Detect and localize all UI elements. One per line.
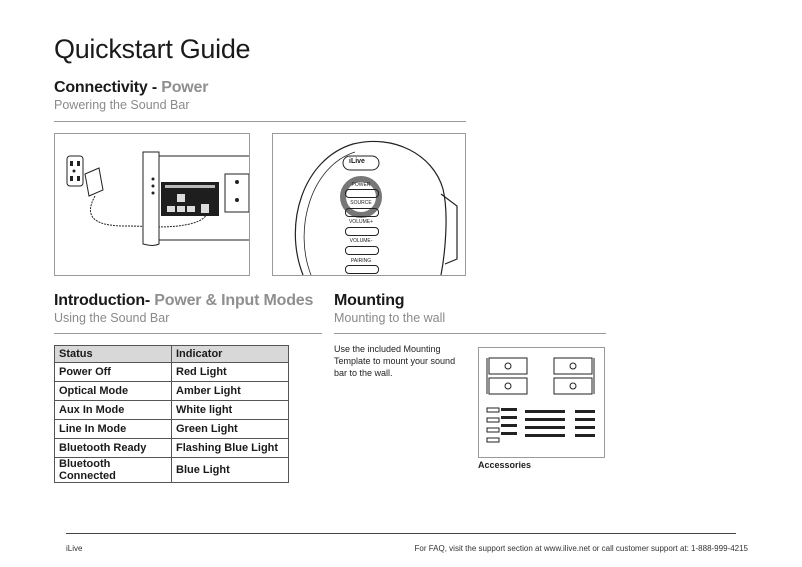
table-cell-indicator: Amber Light [172, 382, 289, 401]
remote-volume-down-label: VOLUME- [349, 238, 373, 244]
table-cell-status: Bluetooth Connected [55, 458, 172, 483]
table-cell-indicator: Red Light [172, 363, 289, 382]
volume-up-button [345, 227, 379, 236]
table-cell-indicator: Flashing Blue Light [172, 439, 289, 458]
table-row [55, 420, 289, 439]
introduction-heading-accent: Power & Input Modes [154, 292, 314, 309]
footer-brand: iLive [66, 544, 83, 553]
table-row [55, 363, 289, 382]
table-cell-indicator: Blue Light [172, 458, 289, 483]
table-cell-status: Power Off [55, 363, 172, 382]
accessories-drawing [479, 348, 604, 457]
remote-pairing-label: PAIRING [350, 258, 372, 264]
control-panel-illustration [272, 133, 466, 276]
table-cell-indicator: White light [172, 401, 289, 420]
source-button [345, 208, 379, 217]
introduction-heading-main: Introduction- [54, 292, 155, 309]
mounting-divider [334, 333, 606, 334]
remote-logo: iLive [349, 158, 365, 165]
power-connection-illustration [54, 133, 250, 276]
footer-support: For FAQ, visit the support section at www.ilive.net or call customer support at: 1-888-999-4215 [414, 544, 748, 553]
mounting-heading: Mounting [334, 292, 405, 309]
accessories-illustration [478, 347, 605, 458]
pairing-button [345, 265, 379, 274]
remote-power-label: POWER [351, 182, 371, 188]
table-header-status: Status [55, 346, 172, 363]
connectivity-subtitle: Powering the Sound Bar [54, 98, 190, 112]
table-cell-status: Line In Mode [55, 420, 172, 439]
introduction-divider [54, 333, 322, 334]
table-header-indicator: Indicator [172, 346, 289, 363]
table-header-row [55, 346, 289, 363]
volume-down-button [345, 246, 379, 255]
table-cell-status: Optical Mode [55, 382, 172, 401]
table-row [55, 382, 289, 401]
table-cell-status: Aux In Mode [55, 401, 172, 420]
table-row [55, 458, 289, 483]
table-cell-indicator: Green Light [172, 420, 289, 439]
mounting-instructions: Use the included Mounting Template to mount your sound bar to the wall. [334, 344, 456, 378]
page-title: Quickstart Guide [54, 34, 251, 64]
power-connection-drawing [55, 134, 249, 275]
sound-bar-end-icon [143, 152, 159, 246]
table-cell-status: Bluetooth Ready [55, 439, 172, 458]
table-row [55, 401, 289, 420]
power-button [345, 189, 379, 198]
remote-source-label: SOURCE [350, 200, 372, 206]
connectivity-heading-accent: Power [161, 79, 209, 96]
connectivity-heading-main: Connectivity - [54, 79, 162, 96]
status-indicator-table [54, 345, 289, 483]
introduction-heading [54, 292, 313, 310]
power-adapter-icon [85, 168, 103, 196]
introduction-subtitle: Using the Sound Bar [54, 311, 170, 325]
connectivity-heading [54, 79, 208, 97]
accessories-caption: Accessories [478, 460, 532, 470]
remote-volume-up-label: VOLUME+ [348, 219, 374, 225]
mounting-subtitle: Mounting to the wall [334, 311, 446, 325]
connectivity-divider [54, 121, 466, 122]
table-row [55, 439, 289, 458]
footer-divider [66, 533, 736, 534]
